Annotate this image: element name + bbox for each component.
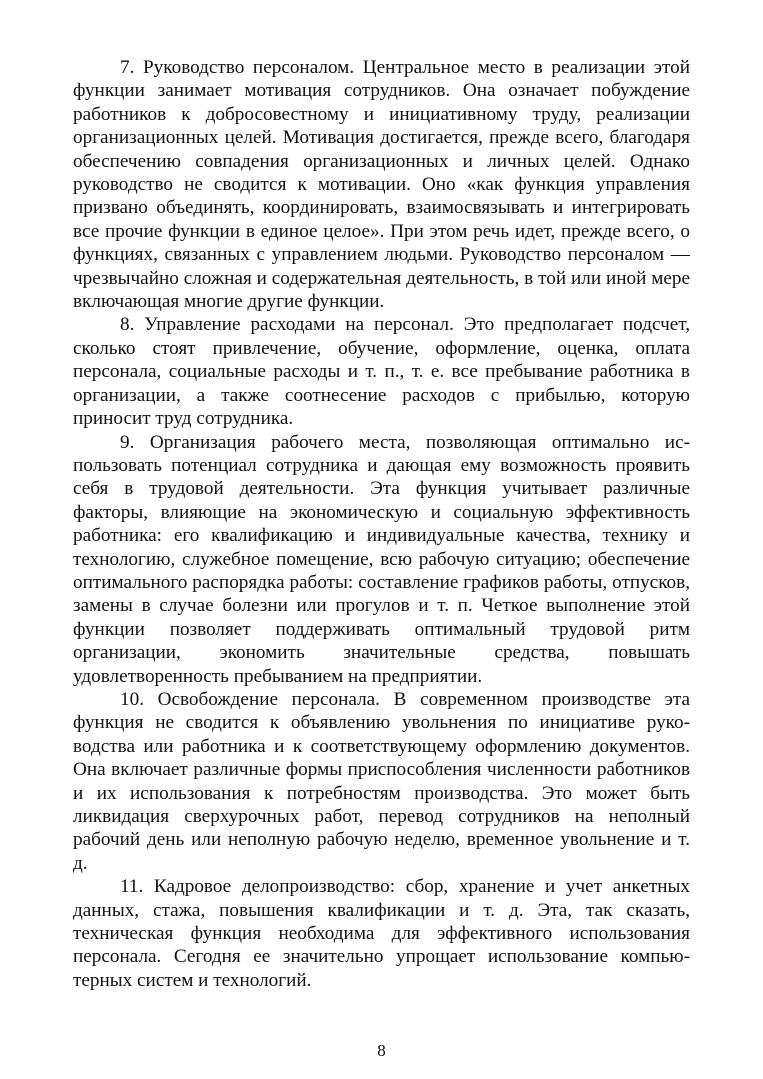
paragraph-9-workplace-organization: 9. Организация рабочего места, позволяющая оптимально использовать потенциал сотрудника и дающая ему возможность проявить себя в трудовой деятельности. Эта функция учитывает различные факторы, влияющие на экономическую и социальную эффективность работника: его квалификацию и индивидуальные качества, технику и технологию, служебное помещение, всю рабочую ситуацию; обеспечение оптимального распорядка работы: составление графиков работы, отпусков, замены в случае болезни или прогулов и т. п. Четкое выполнение этой функции позволяет поддерживать оптимальный трудовой ритм организации, экономить значительные средства, повышать удовлетворенность пребыванием на предприятии.	[73, 431, 690, 687]
paragraph-11-hr-records: 11. Кадровое делопроизводство: сбор, хранение и учет анкетных данных, стажа, повышения квалификации и т. д. Эта, так сказать, техническая функция необходима для эффективного использования персонала. Сегодня ее значительно упрощает использование компьютерных систем и технологий.	[73, 876, 690, 991]
page-number: 8	[377, 1041, 386, 1060]
paragraph-8-personnel-costs: 8. Управление расходами на персонал. Это предполагает подсчет, сколько стоят привлечение, обучение, оформление, оценка, оплата персонала, социальные расходы и т. п., т. е. все пребывание работника в организации, а также соотнесение расходов с прибылью, которую приносит труд сотрудника.	[73, 314, 690, 430]
paragraph-7-personnel-management: 7. Руководство персоналом. Центральное место в реализации этой функции занимает мотивация сотрудников. Она означает побуждение работников к добросовестному и инициативному труду, реализации организационных целей. Мотивация достигается, прежде всего, благодаря обеспечению совпадения организационных и личных целей. Однако руководство не сводится к мотивации. Оно «как функция управления призвано объединять, координировать, взаимосвязывать и интегрировать все прочие функции в единое целое». При этом речь идет, прежде всего, о функциях, связанных с управлением людьми. Руководство персоналом — чрезвычайно сложная и содержательная деятельность, в той или иной мере включающая многие другие функции.	[73, 57, 690, 313]
paragraph-10-staff-release: 10. Освобождение персонала. В современном производстве эта функция не сводится к объявлению увольнения по инициативе руководства или работника и к соответствующему оформлению документов. Она включает различные формы приспособления численности работников и их использования к потребностям производства. Это может быть ликвидация сверхурочных работ, перевод сотрудников на неполный рабочий день или неполную рабочую неделю, временное увольнение и т. д.	[73, 688, 690, 874]
page-body	[73, 56, 690, 992]
